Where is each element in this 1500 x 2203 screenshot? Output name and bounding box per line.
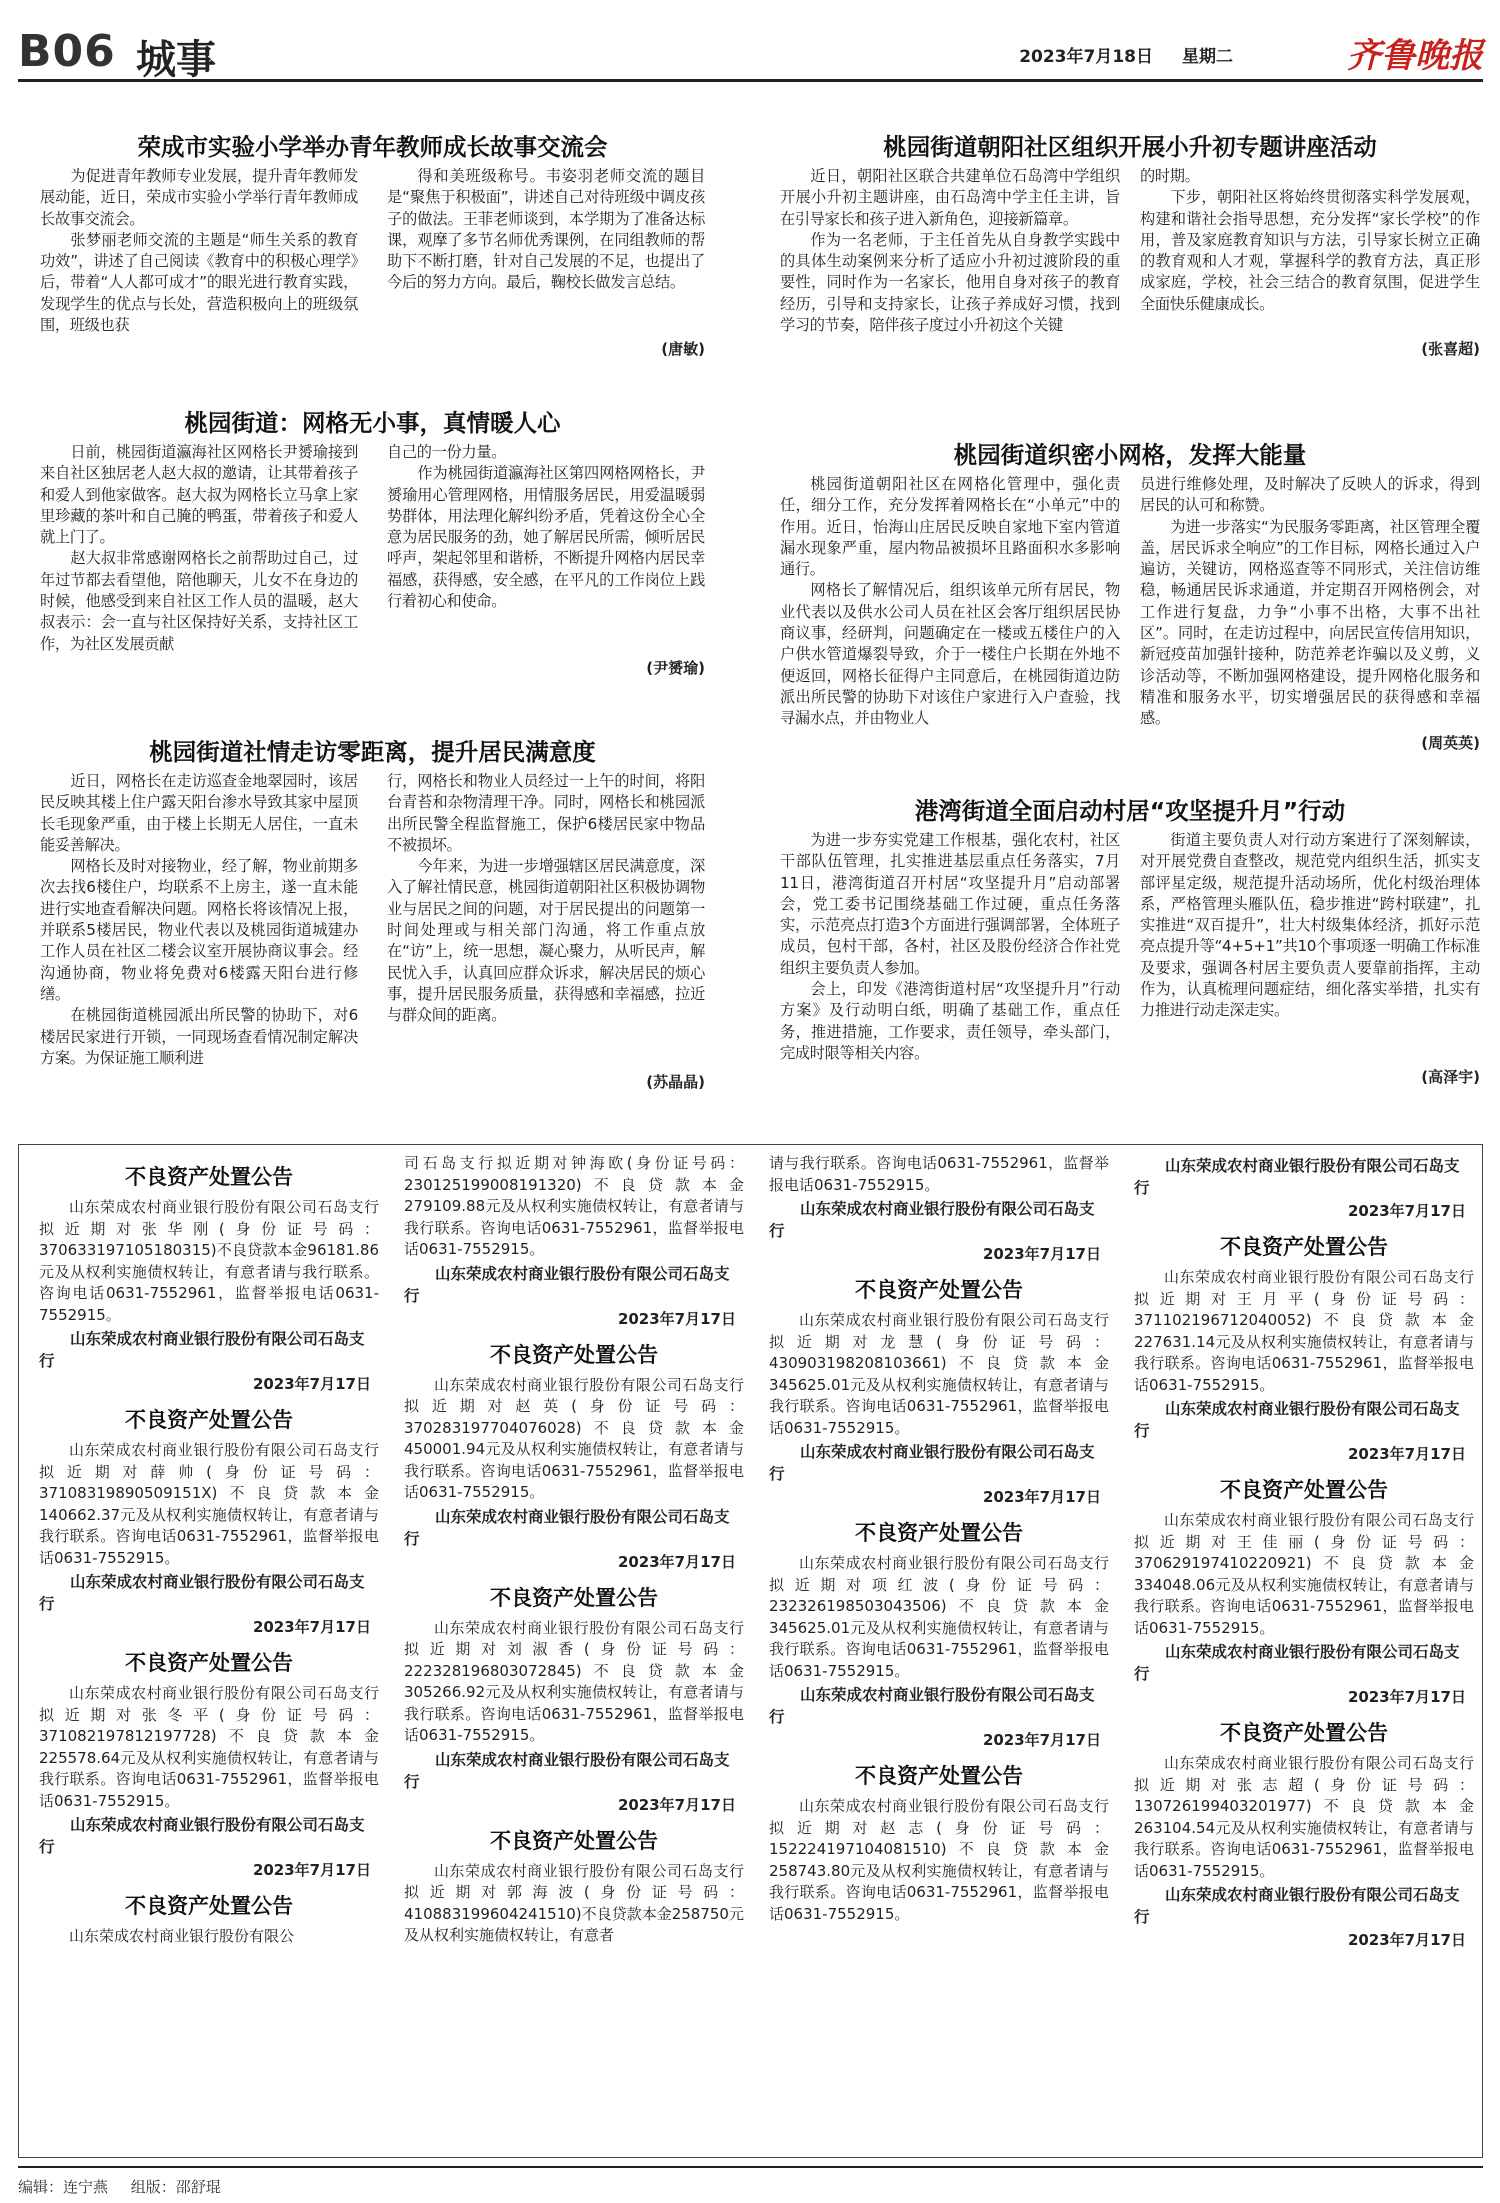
- notice-title: 不良资产处置公告: [125, 1165, 293, 1189]
- article-column: [387, 166, 705, 336]
- notice-date: 2023年7月17日: [617, 1552, 736, 1571]
- notice: [1134, 1717, 1474, 1952]
- notice-date: 2023年7月17日: [1347, 1202, 1466, 1220]
- notice-body: 山东荣成农村商业银行股份有限公司石岛支行拟近期对王月平(身份证号码：371102196712040052)不良贷款本金227631.14元及从权利实施债权转让，有意者请与我行联系。咨询电话0631-7552961，监督举报电话0631-7552915。: [1134, 1268, 1474, 1394]
- paragraph: 作为桃园街道瀛海社区第四网格网格长，尹赟瑜用心管理网格，用情服务居民，用爱温暖弱势群体，用法理化解纠纷矛盾，凭着这份全心全意为居民服务的劲，她了解居民所需，倾听居民呼声，架起邻里和谐桥，不断提升网格内居民幸福感，获得感，安全感，在平凡的工作岗位上践行着初心和使命。: [387, 464, 705, 611]
- paragraph: 自己的一份力量。: [387, 443, 507, 461]
- notice-title: 不良资产处置公告: [1220, 1478, 1388, 1502]
- notice-signature: 山东荣成农村商业银行股份有限公司石岛支行: [1134, 1157, 1460, 1197]
- paragraph: 下步，朝阳社区将始终贯彻落实科学发展观，构建和谐社会指导思想，充分发挥“家长学校”的作用，普及家庭教育知识与方法，引导家长树立正确的教育观和人才观，掌握科学的教育方法，真正形成家庭，学校，社会三结合的教育氛围，促进学生全面快乐健康成长。: [1140, 188, 1480, 313]
- article-column: [1140, 474, 1480, 730]
- article-column: [40, 166, 358, 336]
- paragraph: 为进一步落实“为民服务零距离，社区管理全覆盖，居民诉求全响应”的工作目标，网格长通过入户遍访，关键访，网格巡查等不同形式，关注信访维稳，畅通居民诉求通道，并定期召开网格例会，对工作进行复盘，力争“小事不出格，大事不出社区”。同时，在走访过程中，向居民宣传信用知识，新冠疫苗加强针接种，防范养老诈骗以及义剪，义诊活动等，不断加强网格建设，提升网格化服务和精准和服务水平，切实增强居民的获得感和幸福感。: [1140, 517, 1480, 728]
- notice-signature: 山东荣成农村商业银行股份有限公司石岛支行: [769, 1686, 1095, 1726]
- notice: [404, 1339, 744, 1574]
- notice-signature: 山东荣成农村商业银行股份有限公司石岛支行: [1134, 1643, 1460, 1683]
- newspaper-logo: 齐鲁晚报: [1347, 36, 1483, 76]
- article-title: 桃园街道织密小网格，发挥大能量: [953, 441, 1307, 469]
- notice-signature: 山东荣成农村商业银行股份有限公司石岛支行: [404, 1507, 730, 1548]
- notice-signature: 山东荣成农村商业银行股份有限公司石岛支行: [404, 1264, 730, 1305]
- notice-date: 2023年7月17日: [252, 1861, 371, 1879]
- article: [780, 792, 1480, 1087]
- article: [780, 436, 1480, 753]
- article-column: [40, 442, 358, 655]
- notice-body: 山东荣成农村商业银行股份有限公司石岛支行拟近期对张华刚(身份证号码：370633197105180315)不良贷款本金96181.86元及从权利实施债权转让，有意者请与我行联系。咨询电话0631-7552961，监督举报电话0631-7552915。: [39, 1198, 379, 1324]
- notice: [39, 1890, 379, 1948]
- notice-body: 司石岛支行拟近期对钟海欧(身份证号码：230125199008191320)不良贷款本金279109.88元及从权利实施债权转让，有意者请与我行联系。咨询电话0631-7552961，监督举报电话0631-7552915。: [404, 1154, 744, 1258]
- notice-date: 2023年7月17日: [252, 1618, 371, 1636]
- article: [40, 404, 705, 678]
- notice-body: 山东荣成农村商业银行股份有限公司石岛支行拟近期对刘淑香(身份证号码：222328196803072845)不良贷款本金305266.92元及从权利实施债权转让，有意者请与我行联系。咨询电话0631-7552961，监督举报电话0631-7552915。: [404, 1618, 744, 1744]
- paragraph: 员进行维修处理，及时解决了反映人的诉求，得到居民的认可和称赞。: [1140, 475, 1480, 515]
- notice-date: 2023年7月17日: [617, 1309, 736, 1328]
- paragraph: 张梦丽老师交流的主题是“师生关系的教育功效”，讲述了自己阅读《教育中的积极心理学》后，带着“人人都可成才”的眼光进行教育实践，发现学生的优点与长处，营造积极向上的班级氛围，班级也获: [40, 230, 358, 335]
- paragraph: 网格长及时对接物业，经了解，物业前期多次去找6楼住户，均联系不上房主，遂一直未能进行实地查看解决问题。网格长将该情况上报，并联系5楼居民，物业代表以及桃园街道城建办工作人员在社区二楼会议室开展协商议事会。经沟通协商，物业将免费对6楼露天阳台进行修缮。: [40, 857, 358, 1003]
- notice-date: 2023年7月17日: [1347, 1445, 1466, 1463]
- paragraph: 行，网格长和物业人员经过一上午的时间，将阳台青苔和杂物清理干净。同时，网格长和桃园派出所民警全程监督施工，保护6楼居民家中物品不被损坏。: [387, 772, 705, 854]
- notice-date: 2023年7月17日: [617, 1795, 736, 1814]
- issue-date: 2023年7月18日: [1019, 47, 1153, 67]
- notice: [1134, 1231, 1474, 1466]
- article-title: 桃园街道社情走访零距离，提升居民满意度: [149, 738, 596, 766]
- notice: [39, 1404, 379, 1639]
- article-byline: (尹赟瑜): [646, 658, 705, 677]
- notice: [404, 1582, 744, 1817]
- article-column: [1140, 830, 1480, 1064]
- notice-title: 不良资产处置公告: [855, 1278, 1023, 1302]
- notice-date: 2023年7月17日: [252, 1375, 371, 1393]
- article: [40, 733, 705, 1092]
- article-title: 荣成市实验小学举办青年教师成长故事交流会: [137, 133, 608, 161]
- notice-signature: 山东荣成农村商业银行股份有限公司石岛支行: [1134, 1886, 1460, 1926]
- notice: [1134, 1474, 1474, 1709]
- article-title: 港湾街道全面启动村居“攻坚提升月”行动: [914, 797, 1346, 825]
- paragraph: 今年来，为进一步增强辖区居民满意度，深入了解社情民意，桃园街道朝阳社区积极协调物业与居民之间的问题，对于居民提出的问题第一时间处理或与相关部门沟通，将工作重点放在“访”上，统一思想，凝心聚力，从听民声，解民忧入手，认真回应群众诉求，解决居民的烦心事，提升居民服务质量，获得感和幸福感，拉近与群众间的距离。: [387, 857, 705, 1025]
- article-byline: (张喜超): [1421, 340, 1480, 359]
- notice-body: 山东荣成农村商业银行股份有限公司石岛支行拟近期对薛帅(身份证号码：37108319890509151X)不良贷款本金140662.37元及从权利实施债权转让，有意者请与我行联系。咨询电话0631-7552961，监督举报电话0631-7552915。: [39, 1441, 379, 1567]
- notice-signature: 山东荣成农村商业银行股份有限公司石岛支行: [39, 1816, 365, 1856]
- notice-body: 山东荣成农村商业银行股份有限公司石岛支行拟近期对项红波(身份证号码：232326198503043506)不良贷款本金345625.01元及从权利实施债权转让，有意者请与我行联系。咨询电话0631-7552961，监督举报电话0631-7552915。: [769, 1554, 1109, 1680]
- article-column: [1140, 166, 1480, 336]
- article-byline: (苏晶晶): [646, 1073, 705, 1092]
- notice-body: 请与我行联系。咨询电话0631-7552961，监督举报电话0631-7552915。: [769, 1154, 1109, 1194]
- article-column: [387, 771, 705, 1069]
- notice-date: 2023年7月17日: [982, 1245, 1101, 1263]
- article-column: [780, 474, 1120, 730]
- notice-body: 山东荣成农村商业银行股份有限公司石岛支行拟近期对龙慧(身份证号码：430903198208103661)不良贷款本金345625.01元及从权利实施债权转让，有意者请与我行联系。咨询电话0631-7552961，监督举报电话0631-7552915。: [769, 1311, 1109, 1437]
- article: [40, 128, 705, 359]
- article-byline: (高泽宇): [1421, 1068, 1480, 1087]
- article-column: [40, 771, 358, 1069]
- notice-title: 不良资产处置公告: [490, 1342, 658, 1367]
- paragraph: 近日，网格长在走访巡查金地翠园时，该居民反映其楼上住户露天阳台渗水导致其家中屋顶长毛现象严重，由于楼上长期无人居住，一直未能妥善解决。: [40, 772, 358, 854]
- notice: [769, 1153, 1109, 1266]
- notice-body: 山东荣成农村商业银行股份有限公司石岛支行拟近期对郭海波(身份证号码：410883199604241510)不良贷款本金258750元及从权利实施债权转让，有意者: [404, 1861, 744, 1944]
- page-footer: [18, 2166, 1483, 2197]
- notice-body: 山东荣成农村商业银行股份有限公司石岛支行拟近期对张志超(身份证号码：130726199403201977)不良贷款本金263104.54元及从权利实施债权转让，有意者请与我行联系。咨询电话0631-7552961，监督举报电话0631-7552915。: [1134, 1754, 1474, 1880]
- designer-credit: 组版：邵舒琨: [130, 2178, 221, 2196]
- notice: [769, 1760, 1109, 1925]
- notice-body: 山东荣成农村商业银行股份有限公司石岛支行拟近期对张冬平(身份证号码：371082197812197728)不良贷款本金225578.64元及从权利实施债权转让，有意者请与我行联系。咨询电话0631-7552961，监督举报电话0631-7552915。: [39, 1684, 379, 1810]
- article-title: 桃园街道朝阳社区组织开展小升初专题讲座活动: [883, 133, 1377, 161]
- notice-signature: 山东荣成农村商业银行股份有限公司石岛支行: [404, 1750, 730, 1791]
- notices-section: [18, 1144, 1483, 2158]
- notice-title: 不良资产处置公告: [1220, 1235, 1388, 1259]
- notice: [769, 1274, 1109, 1509]
- notice: [769, 1517, 1109, 1752]
- notice-title: 不良资产处置公告: [125, 1894, 293, 1918]
- paragraph: 桃园街道朝阳社区在网格化管理中，强化责任，细分工作，充分发挥着网格长在“小单元”中的作用。近日，怡海山庄居民反映自家地下室内管道漏水现象严重，屋内物品被损坏且路面积水多影响通行。: [780, 475, 1120, 579]
- notice: [1134, 1155, 1474, 1223]
- article-byline: (唐敏): [661, 340, 705, 359]
- editor-credit: 编辑：连宁燕: [18, 2178, 109, 2196]
- notice-signature: 山东荣成农村商业银行股份有限公司石岛支行: [769, 1200, 1095, 1240]
- notice-column: [39, 1153, 379, 1948]
- paragraph: 街道主要负责人对行动方案进行了深刻解读，对开展党费自查整改，规范党内组织生活，抓实支部评星定级，规范提升活动场所，优化村级治理体系，严格管理头雁队伍，稳步推进“跨村联建”，扎实推进“双百提升”，壮大村级集体经济，抓好示范亮点提升等“4+5+1”共10个事项逐一明确工作标准及要求，强调各村居主要负责人要靠前指挥，主动作为，认真梳理问题症结，细化落实举措，扎实有力推进行动走深走实。: [1140, 831, 1480, 1020]
- paragraph: 为进一步夯实党建工作根基，强化农村，社区干部队伍管理，扎实推进基层重点任务落实，7月11日，港湾街道召开村居“攻坚提升月”启动部署会，党工委书记围绕基础工作过硬，重点任务落实，示范亮点打造3个方面进行强调部署，全体班子成员，包村干部，各村，社区及股份经济合作社党组织主要负责人参加。: [780, 831, 1120, 977]
- paragraph: 赵大叔非常感谢网格长之前帮助过自己，过年过节都去看望他，陪他聊天，儿女不在身边的时候，他感受到来自社区工作人员的温暖，赵大叔表示：会一直与社区保持好关系，支持社区工作，为社区发展贡献: [40, 549, 358, 653]
- notice-title: 不良资产处置公告: [125, 1651, 293, 1675]
- notice: [39, 1161, 379, 1396]
- paragraph: 得和美班级称号。韦姿羽老师交流的题目是“聚焦于积极面”，讲述自己对待班级中调皮孩子的做法。王菲老师谈到，本学期为了准备达标课，观摩了多节名师优秀课例，在同组教师的帮助下不断打磨，针对自己发展的不足，也提出了今后的努力方向。最后，鞠校长做发言总结。: [387, 167, 705, 292]
- notice-title: 不良资产处置公告: [125, 1408, 293, 1432]
- paragraph: 近日，朝阳社区联合共建单位石岛湾中学组织开展小升初主题讲座，由石岛湾中学主任主讲，旨在引导家长和孩子进入新角色，迎接新篇章。: [780, 167, 1120, 228]
- paragraph: 日前，桃园街道瀛海社区网格长尹赟瑜接到来自社区独居老人赵大叔的邀请，让其带着孩子和爱人到他家做客。赵大叔为网格长立马拿上家里珍藏的茶叶和自己腌的鸭蛋，带着孩子和爱人就上门了。: [40, 443, 358, 547]
- paragraph: 作为一名老师，于主任首先从自身教学实践中的具体生动案例来分析了适应小升初过渡阶段的重要性，同时作为一名家长，他用自身对孩子的教育经历，引导和支持家长，让孩子养成好习惯，找到学习的节奏，陪伴孩子度过小升初这个关键: [780, 230, 1120, 335]
- section-name: 城事: [136, 37, 216, 83]
- notice-column: [404, 1153, 744, 1947]
- article-byline: (周英英): [1421, 733, 1480, 752]
- notice-column: [1134, 1153, 1474, 1952]
- notice-body: 山东荣成农村商业银行股份有限公司石岛支行拟近期对赵志(身份证号码：152224197104081510)不良贷款本金258743.80元及从权利实施债权转让，有意者请与我行联系。咨询电话0631-7552961，监督举报电话0631-7552915。: [769, 1797, 1109, 1923]
- issue-weekday: 星期二: [1182, 47, 1233, 67]
- notice-signature: 山东荣成农村商业银行股份有限公司石岛支行: [39, 1330, 365, 1370]
- notice-body: 山东荣成农村商业银行股份有限公司石岛支行拟近期对王佳丽(身份证号码：370629197410220921)不良贷款本金334048.06元及从权利实施债权转让，有意者请与我行联系。咨询电话0631-7552961，监督举报电话0631-7552915。: [1134, 1511, 1474, 1637]
- notice-date: 2023年7月17日: [1347, 1688, 1466, 1706]
- notice-title: 不良资产处置公告: [855, 1764, 1023, 1788]
- notice-title: 不良资产处置公告: [490, 1585, 658, 1610]
- notice: [404, 1825, 744, 1947]
- page-header: [18, 20, 1483, 82]
- notice-title: 不良资产处置公告: [1220, 1721, 1388, 1745]
- notice-title: 不良资产处置公告: [490, 1828, 658, 1853]
- article: [780, 128, 1480, 359]
- article-title: 桃园街道：网格无小事，真情暖人心: [184, 409, 561, 437]
- notice-date: 2023年7月17日: [1347, 1931, 1466, 1949]
- notice: [39, 1647, 379, 1882]
- article-column: [780, 830, 1120, 1064]
- page-number: B06: [18, 26, 116, 77]
- notice-column: [769, 1153, 1109, 1925]
- notice-signature: 山东荣成农村商业银行股份有限公司石岛支行: [39, 1573, 365, 1613]
- paragraph: 会上，印发《港湾街道村居“攻坚提升月”行动方案》及行动明白纸，明确了基础工作，重点任务，推进措施，工作要求，责任领导，牵头部门，完成时限等相关内容。: [780, 980, 1120, 1062]
- article-column: [780, 166, 1120, 336]
- notice-signature: 山东荣成农村商业银行股份有限公司石岛支行: [1134, 1400, 1460, 1440]
- notice-date: 2023年7月17日: [982, 1488, 1101, 1506]
- notice-title: 不良资产处置公告: [855, 1521, 1023, 1545]
- notice-body: 山东荣成农村商业银行股份有限公司石岛支行拟近期对赵英(身份证号码：370283197704076028)不良贷款本金450001.94元及从权利实施债权转让，有意者请与我行联系。咨询电话0631-7552961，监督举报电话0631-7552915。: [404, 1375, 744, 1501]
- article-column: [387, 442, 705, 655]
- notice-date: 2023年7月17日: [982, 1731, 1101, 1749]
- notice-body: 山东荣成农村商业银行股份有限公: [69, 1927, 295, 1945]
- paragraph: 为促进青年教师专业发展，提升青年教师发展动能，近日，荣成市实验小学举行青年教师成长故事交流会。: [40, 167, 358, 228]
- paragraph: 在桃园街道桃园派出所民警的协助下，对6楼居民家进行开锁，一同现场查看情况制定解决方案。为保证施工顺利进: [40, 1006, 358, 1067]
- notice-signature: 山东荣成农村商业银行股份有限公司石岛支行: [769, 1443, 1095, 1483]
- notice: [404, 1153, 744, 1331]
- paragraph: 网格长了解情况后，组织该单元所有居民，物业代表以及供水公司人员在社区会客厅组织居民协商议事，经研判，问题确定在一楼或五楼住户的入户供水管道爆裂导致，介于一楼住户长期在外地不便返回，网格长征得户主同意后，在桃园街道边防派出所民警的协助下对该住户家进行入户查验，找寻漏水点，并由物业人: [780, 581, 1120, 728]
- paragraph: 的时期。: [1140, 167, 1200, 185]
